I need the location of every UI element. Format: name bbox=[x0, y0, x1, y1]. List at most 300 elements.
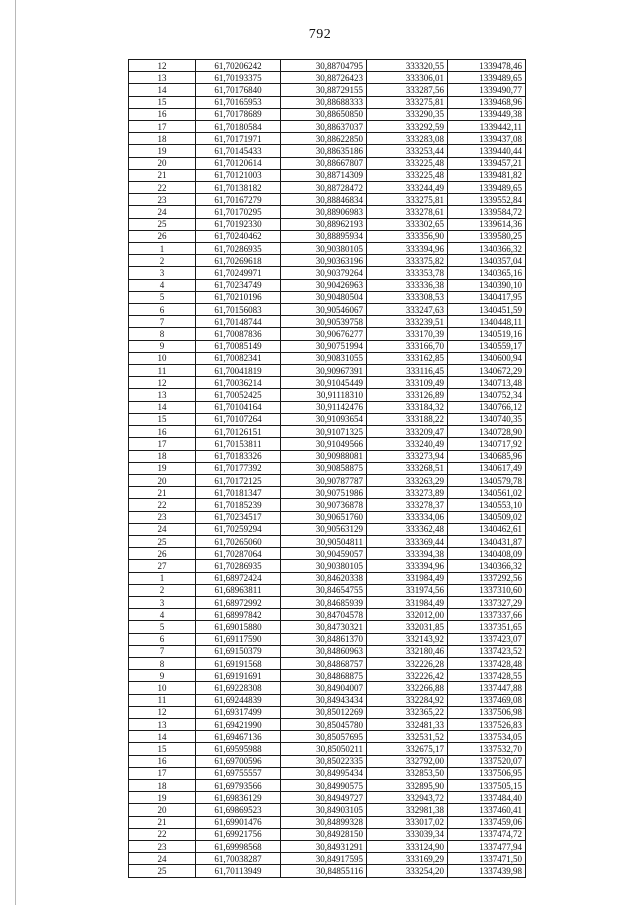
latitude-cell: 61,69150379 bbox=[196, 645, 281, 657]
point-number-cell: 22 bbox=[129, 499, 196, 511]
point-number-cell: 15 bbox=[129, 743, 196, 755]
y-coordinate-cell: 1340366,32 bbox=[448, 243, 526, 255]
table-row bbox=[129, 682, 526, 694]
point-number-cell: 4 bbox=[129, 279, 196, 291]
point-number-cell: 16 bbox=[129, 108, 196, 120]
table-row bbox=[129, 694, 526, 706]
longitude-cell: 30,88667807 bbox=[281, 157, 367, 169]
x-coordinate-cell: 332284,92 bbox=[367, 694, 448, 706]
point-number-cell: 13 bbox=[129, 718, 196, 730]
point-number-cell: 3 bbox=[129, 267, 196, 279]
y-coordinate-cell: 1340417,95 bbox=[448, 291, 526, 303]
x-coordinate-cell: 333334,06 bbox=[367, 511, 448, 523]
longitude-cell: 30,90736878 bbox=[281, 499, 367, 511]
longitude-cell: 30,88846834 bbox=[281, 194, 367, 206]
x-coordinate-cell: 333306,01 bbox=[367, 72, 448, 84]
point-number-cell: 11 bbox=[129, 694, 196, 706]
table-row bbox=[129, 182, 526, 194]
table-row bbox=[129, 511, 526, 523]
table-row bbox=[129, 133, 526, 145]
point-number-cell: 24 bbox=[129, 853, 196, 865]
y-coordinate-cell: 1340717,92 bbox=[448, 438, 526, 450]
point-number-cell: 1 bbox=[129, 572, 196, 584]
longitude-cell: 30,84949727 bbox=[281, 792, 367, 804]
table-row bbox=[129, 157, 526, 169]
x-coordinate-cell: 333278,37 bbox=[367, 499, 448, 511]
y-coordinate-cell: 1340685,96 bbox=[448, 450, 526, 462]
x-coordinate-cell: 331984,49 bbox=[367, 572, 448, 584]
longitude-cell: 30,84704578 bbox=[281, 609, 367, 621]
latitude-cell: 61,70126151 bbox=[196, 426, 281, 438]
point-number-cell: 8 bbox=[129, 328, 196, 340]
latitude-cell: 61,70052425 bbox=[196, 389, 281, 401]
coordinates-table-body bbox=[129, 60, 526, 878]
longitude-cell: 30,91118310 bbox=[281, 389, 367, 401]
latitude-cell: 61,70180584 bbox=[196, 121, 281, 133]
latitude-cell: 61,69015880 bbox=[196, 621, 281, 633]
point-number-cell: 16 bbox=[129, 755, 196, 767]
table-row bbox=[129, 279, 526, 291]
table-row bbox=[129, 779, 526, 791]
longitude-cell: 30,88704795 bbox=[281, 60, 367, 72]
table-row bbox=[129, 108, 526, 120]
latitude-cell: 61,70287064 bbox=[196, 548, 281, 560]
table-row bbox=[129, 401, 526, 413]
point-number-cell: 18 bbox=[129, 133, 196, 145]
x-coordinate-cell: 333287,56 bbox=[367, 84, 448, 96]
latitude-cell: 61,70176840 bbox=[196, 84, 281, 96]
longitude-cell: 30,90379264 bbox=[281, 267, 367, 279]
y-coordinate-cell: 1339440,44 bbox=[448, 145, 526, 157]
y-coordinate-cell: 1339468,96 bbox=[448, 96, 526, 108]
longitude-cell: 30,90751986 bbox=[281, 487, 367, 499]
longitude-cell: 30,84620338 bbox=[281, 572, 367, 584]
point-number-cell: 5 bbox=[129, 291, 196, 303]
table-row bbox=[129, 96, 526, 108]
latitude-cell: 61,70171971 bbox=[196, 133, 281, 145]
x-coordinate-cell: 333225,48 bbox=[367, 157, 448, 169]
point-number-cell: 26 bbox=[129, 548, 196, 560]
longitude-cell: 30,90967391 bbox=[281, 365, 367, 377]
latitude-cell: 61,70153811 bbox=[196, 438, 281, 450]
x-coordinate-cell: 333170,39 bbox=[367, 328, 448, 340]
longitude-cell: 30,84990575 bbox=[281, 779, 367, 791]
x-coordinate-cell: 333275,81 bbox=[367, 194, 448, 206]
point-number-cell: 22 bbox=[129, 828, 196, 840]
y-coordinate-cell: 1339481,82 bbox=[448, 169, 526, 181]
point-number-cell: 23 bbox=[129, 194, 196, 206]
x-coordinate-cell: 333394,96 bbox=[367, 560, 448, 572]
table-row bbox=[129, 792, 526, 804]
table-row bbox=[129, 462, 526, 474]
y-coordinate-cell: 1339580,25 bbox=[448, 230, 526, 242]
longitude-cell: 30,84917595 bbox=[281, 853, 367, 865]
latitude-cell: 61,69244839 bbox=[196, 694, 281, 706]
y-coordinate-cell: 1337506,98 bbox=[448, 706, 526, 718]
latitude-cell: 61,70172125 bbox=[196, 474, 281, 486]
x-coordinate-cell: 333116,45 bbox=[367, 365, 448, 377]
latitude-cell: 61,70269618 bbox=[196, 255, 281, 267]
y-coordinate-cell: 1340713,48 bbox=[448, 377, 526, 389]
x-coordinate-cell: 332792,00 bbox=[367, 755, 448, 767]
y-coordinate-cell: 1337351,65 bbox=[448, 621, 526, 633]
point-number-cell: 27 bbox=[129, 560, 196, 572]
x-coordinate-cell: 333273,89 bbox=[367, 487, 448, 499]
table-row bbox=[129, 450, 526, 462]
latitude-cell: 61,70138182 bbox=[196, 182, 281, 194]
x-coordinate-cell: 332143,92 bbox=[367, 633, 448, 645]
latitude-cell: 61,70265060 bbox=[196, 535, 281, 547]
x-coordinate-cell: 332531,52 bbox=[367, 731, 448, 743]
y-coordinate-cell: 1340728,90 bbox=[448, 426, 526, 438]
latitude-cell: 61,68963811 bbox=[196, 584, 281, 596]
point-number-cell: 19 bbox=[129, 792, 196, 804]
point-number-cell: 10 bbox=[129, 682, 196, 694]
longitude-cell: 30,84904007 bbox=[281, 682, 367, 694]
table-row bbox=[129, 767, 526, 779]
x-coordinate-cell: 333109,49 bbox=[367, 377, 448, 389]
y-coordinate-cell: 1340451,59 bbox=[448, 304, 526, 316]
latitude-cell: 61,68997842 bbox=[196, 609, 281, 621]
latitude-cell: 61,70038287 bbox=[196, 853, 281, 865]
x-coordinate-cell: 332943,72 bbox=[367, 792, 448, 804]
y-coordinate-cell: 1337506,95 bbox=[448, 767, 526, 779]
x-coordinate-cell: 333017,02 bbox=[367, 816, 448, 828]
longitude-cell: 30,88728472 bbox=[281, 182, 367, 194]
latitude-cell: 61,70121003 bbox=[196, 169, 281, 181]
longitude-cell: 30,91045449 bbox=[281, 377, 367, 389]
table-row bbox=[129, 657, 526, 669]
table-row bbox=[129, 487, 526, 499]
point-number-cell: 11 bbox=[129, 365, 196, 377]
longitude-cell: 30,85050211 bbox=[281, 743, 367, 755]
table-row bbox=[129, 865, 526, 877]
longitude-cell: 30,90831055 bbox=[281, 352, 367, 364]
latitude-cell: 61,70206242 bbox=[196, 60, 281, 72]
latitude-cell: 61,68972992 bbox=[196, 596, 281, 608]
x-coordinate-cell: 333184,32 bbox=[367, 401, 448, 413]
point-number-cell: 23 bbox=[129, 841, 196, 853]
latitude-cell: 61,69901476 bbox=[196, 816, 281, 828]
longitude-cell: 30,90676277 bbox=[281, 328, 367, 340]
y-coordinate-cell: 1340561,02 bbox=[448, 487, 526, 499]
longitude-cell: 30,88906983 bbox=[281, 206, 367, 218]
latitude-cell: 61,70170295 bbox=[196, 206, 281, 218]
x-coordinate-cell: 333302,65 bbox=[367, 218, 448, 230]
longitude-cell: 30,88635186 bbox=[281, 145, 367, 157]
table-row bbox=[129, 596, 526, 608]
y-coordinate-cell: 1337532,70 bbox=[448, 743, 526, 755]
table-row bbox=[129, 438, 526, 450]
table-row bbox=[129, 584, 526, 596]
x-coordinate-cell: 333353,78 bbox=[367, 267, 448, 279]
point-number-cell: 2 bbox=[129, 255, 196, 267]
latitude-cell: 61,68972424 bbox=[196, 572, 281, 584]
table-row bbox=[129, 60, 526, 72]
latitude-cell: 61,69700596 bbox=[196, 755, 281, 767]
y-coordinate-cell: 1337447,88 bbox=[448, 682, 526, 694]
point-number-cell: 13 bbox=[129, 72, 196, 84]
y-coordinate-cell: 1339490,77 bbox=[448, 84, 526, 96]
longitude-cell: 30,90539758 bbox=[281, 316, 367, 328]
x-coordinate-cell: 333356,90 bbox=[367, 230, 448, 242]
table-row bbox=[129, 243, 526, 255]
y-coordinate-cell: 1340431,87 bbox=[448, 535, 526, 547]
x-coordinate-cell: 332895,90 bbox=[367, 779, 448, 791]
longitude-cell: 30,84995434 bbox=[281, 767, 367, 779]
latitude-cell: 61,69191691 bbox=[196, 670, 281, 682]
table-row bbox=[129, 816, 526, 828]
point-number-cell: 15 bbox=[129, 413, 196, 425]
y-coordinate-cell: 1340448,11 bbox=[448, 316, 526, 328]
y-coordinate-cell: 1337428,55 bbox=[448, 670, 526, 682]
latitude-cell: 61,69117590 bbox=[196, 633, 281, 645]
table-row bbox=[129, 474, 526, 486]
point-number-cell: 9 bbox=[129, 670, 196, 682]
latitude-cell: 61,69755557 bbox=[196, 767, 281, 779]
longitude-cell: 30,90380105 bbox=[281, 243, 367, 255]
x-coordinate-cell: 333162,85 bbox=[367, 352, 448, 364]
x-coordinate-cell: 333320,55 bbox=[367, 60, 448, 72]
y-coordinate-cell: 1337469,08 bbox=[448, 694, 526, 706]
y-coordinate-cell: 1340390,10 bbox=[448, 279, 526, 291]
latitude-cell: 61,70177392 bbox=[196, 462, 281, 474]
latitude-cell: 61,70165953 bbox=[196, 96, 281, 108]
latitude-cell: 61,69467136 bbox=[196, 731, 281, 743]
longitude-cell: 30,88895934 bbox=[281, 230, 367, 242]
y-coordinate-cell: 1337474,72 bbox=[448, 828, 526, 840]
point-number-cell: 17 bbox=[129, 438, 196, 450]
latitude-cell: 61,70082341 bbox=[196, 352, 281, 364]
x-coordinate-cell: 333336,38 bbox=[367, 279, 448, 291]
point-number-cell: 7 bbox=[129, 316, 196, 328]
latitude-cell: 61,70104164 bbox=[196, 401, 281, 413]
table-row bbox=[129, 853, 526, 865]
y-coordinate-cell: 1340579,78 bbox=[448, 474, 526, 486]
y-coordinate-cell: 1337337,66 bbox=[448, 609, 526, 621]
point-number-cell: 19 bbox=[129, 462, 196, 474]
x-coordinate-cell: 333253,44 bbox=[367, 145, 448, 157]
y-coordinate-cell: 1340519,16 bbox=[448, 328, 526, 340]
latitude-cell: 61,70085149 bbox=[196, 340, 281, 352]
longitude-cell: 30,84855116 bbox=[281, 865, 367, 877]
longitude-cell: 30,84928150 bbox=[281, 828, 367, 840]
table-row bbox=[129, 828, 526, 840]
latitude-cell: 61,70107264 bbox=[196, 413, 281, 425]
longitude-cell: 30,85022335 bbox=[281, 755, 367, 767]
longitude-cell: 30,88688333 bbox=[281, 96, 367, 108]
longitude-cell: 30,84868757 bbox=[281, 657, 367, 669]
point-number-cell: 21 bbox=[129, 816, 196, 828]
x-coordinate-cell: 332226,42 bbox=[367, 670, 448, 682]
table-row bbox=[129, 413, 526, 425]
latitude-cell: 61,70113949 bbox=[196, 865, 281, 877]
longitude-cell: 30,90380105 bbox=[281, 560, 367, 572]
table-row bbox=[129, 572, 526, 584]
x-coordinate-cell: 333308,53 bbox=[367, 291, 448, 303]
table-row bbox=[129, 328, 526, 340]
y-coordinate-cell: 1339437,08 bbox=[448, 133, 526, 145]
x-coordinate-cell: 333247,63 bbox=[367, 304, 448, 316]
longitude-cell: 30,90546067 bbox=[281, 304, 367, 316]
longitude-cell: 30,84931291 bbox=[281, 841, 367, 853]
point-number-cell: 4 bbox=[129, 609, 196, 621]
point-number-cell: 15 bbox=[129, 96, 196, 108]
y-coordinate-cell: 1339552,84 bbox=[448, 194, 526, 206]
longitude-cell: 30,88962193 bbox=[281, 218, 367, 230]
point-number-cell: 16 bbox=[129, 426, 196, 438]
x-coordinate-cell: 333239,51 bbox=[367, 316, 448, 328]
x-coordinate-cell: 333244,49 bbox=[367, 182, 448, 194]
latitude-cell: 61,70259294 bbox=[196, 523, 281, 535]
page-number: 792 bbox=[308, 27, 332, 42]
point-number-cell: 26 bbox=[129, 230, 196, 242]
y-coordinate-cell: 1337520,07 bbox=[448, 755, 526, 767]
point-number-cell: 6 bbox=[129, 633, 196, 645]
point-number-cell: 25 bbox=[129, 535, 196, 547]
point-number-cell: 3 bbox=[129, 596, 196, 608]
table-row bbox=[129, 804, 526, 816]
longitude-cell: 30,91071325 bbox=[281, 426, 367, 438]
latitude-cell: 61,70234517 bbox=[196, 511, 281, 523]
point-number-cell: 17 bbox=[129, 767, 196, 779]
x-coordinate-cell: 333240,49 bbox=[367, 438, 448, 450]
x-coordinate-cell: 332266,88 bbox=[367, 682, 448, 694]
point-number-cell: 6 bbox=[129, 304, 196, 316]
x-coordinate-cell: 333292,59 bbox=[367, 121, 448, 133]
point-number-cell: 21 bbox=[129, 169, 196, 181]
x-coordinate-cell: 333263,29 bbox=[367, 474, 448, 486]
x-coordinate-cell: 331974,56 bbox=[367, 584, 448, 596]
point-number-cell: 1 bbox=[129, 243, 196, 255]
table-row bbox=[129, 706, 526, 718]
latitude-cell: 61,69191568 bbox=[196, 657, 281, 669]
latitude-cell: 61,70178689 bbox=[196, 108, 281, 120]
table-row bbox=[129, 72, 526, 84]
table-row bbox=[129, 352, 526, 364]
y-coordinate-cell: 1339614,36 bbox=[448, 218, 526, 230]
y-coordinate-cell: 1337459,06 bbox=[448, 816, 526, 828]
longitude-cell: 30,90426963 bbox=[281, 279, 367, 291]
point-number-cell: 20 bbox=[129, 474, 196, 486]
longitude-cell: 30,91142476 bbox=[281, 401, 367, 413]
y-coordinate-cell: 1339489,65 bbox=[448, 72, 526, 84]
y-coordinate-cell: 1340600,94 bbox=[448, 352, 526, 364]
y-coordinate-cell: 1339489,65 bbox=[448, 182, 526, 194]
latitude-cell: 61,70087836 bbox=[196, 328, 281, 340]
table-row bbox=[129, 523, 526, 535]
y-coordinate-cell: 1337292,56 bbox=[448, 572, 526, 584]
table-row bbox=[129, 267, 526, 279]
latitude-cell: 61,70185239 bbox=[196, 499, 281, 511]
latitude-cell: 61,69921756 bbox=[196, 828, 281, 840]
latitude-cell: 61,70167279 bbox=[196, 194, 281, 206]
x-coordinate-cell: 333394,38 bbox=[367, 548, 448, 560]
x-coordinate-cell: 332481,33 bbox=[367, 718, 448, 730]
x-coordinate-cell: 333225,48 bbox=[367, 169, 448, 181]
page-margin-line bbox=[15, 0, 16, 905]
table-row bbox=[129, 365, 526, 377]
latitude-cell: 61,70193375 bbox=[196, 72, 281, 84]
latitude-cell: 61,70145433 bbox=[196, 145, 281, 157]
x-coordinate-cell: 333275,81 bbox=[367, 96, 448, 108]
latitude-cell: 61,70286935 bbox=[196, 560, 281, 572]
longitude-cell: 30,90480504 bbox=[281, 291, 367, 303]
point-number-cell: 12 bbox=[129, 377, 196, 389]
point-number-cell: 25 bbox=[129, 218, 196, 230]
y-coordinate-cell: 1337484,40 bbox=[448, 792, 526, 804]
y-coordinate-cell: 1337505,15 bbox=[448, 779, 526, 791]
point-number-cell: 7 bbox=[129, 645, 196, 657]
y-coordinate-cell: 1337310,60 bbox=[448, 584, 526, 596]
y-coordinate-cell: 1337423,07 bbox=[448, 633, 526, 645]
table-row bbox=[129, 755, 526, 767]
x-coordinate-cell: 333268,51 bbox=[367, 462, 448, 474]
latitude-cell: 61,70148744 bbox=[196, 316, 281, 328]
latitude-cell: 61,69595988 bbox=[196, 743, 281, 755]
x-coordinate-cell: 332365,22 bbox=[367, 706, 448, 718]
point-number-cell: 24 bbox=[129, 523, 196, 535]
point-number-cell: 8 bbox=[129, 657, 196, 669]
latitude-cell: 61,70156083 bbox=[196, 304, 281, 316]
point-number-cell: 14 bbox=[129, 731, 196, 743]
latitude-cell: 61,69317499 bbox=[196, 706, 281, 718]
latitude-cell: 61,70286935 bbox=[196, 243, 281, 255]
x-coordinate-cell: 333124,90 bbox=[367, 841, 448, 853]
y-coordinate-cell: 1340357,04 bbox=[448, 255, 526, 267]
x-coordinate-cell: 331984,49 bbox=[367, 596, 448, 608]
table-row bbox=[129, 169, 526, 181]
x-coordinate-cell: 333039,34 bbox=[367, 828, 448, 840]
x-coordinate-cell: 332180,46 bbox=[367, 645, 448, 657]
x-coordinate-cell: 333166,70 bbox=[367, 340, 448, 352]
latitude-cell: 61,69836129 bbox=[196, 792, 281, 804]
x-coordinate-cell: 333375,82 bbox=[367, 255, 448, 267]
y-coordinate-cell: 1339584,72 bbox=[448, 206, 526, 218]
point-number-cell: 12 bbox=[129, 706, 196, 718]
table-row bbox=[129, 121, 526, 133]
y-coordinate-cell: 1340740,35 bbox=[448, 413, 526, 425]
point-number-cell: 18 bbox=[129, 450, 196, 462]
y-coordinate-cell: 1337439,98 bbox=[448, 865, 526, 877]
longitude-cell: 30,90858875 bbox=[281, 462, 367, 474]
longitude-cell: 30,91093654 bbox=[281, 413, 367, 425]
table-row bbox=[129, 194, 526, 206]
y-coordinate-cell: 1339478,46 bbox=[448, 60, 526, 72]
longitude-cell: 30,88650850 bbox=[281, 108, 367, 120]
table-row bbox=[129, 304, 526, 316]
y-coordinate-cell: 1337460,41 bbox=[448, 804, 526, 816]
longitude-cell: 30,90988081 bbox=[281, 450, 367, 462]
table-row bbox=[129, 535, 526, 547]
y-coordinate-cell: 1340553,10 bbox=[448, 499, 526, 511]
y-coordinate-cell: 1337477,94 bbox=[448, 841, 526, 853]
latitude-cell: 61,70240462 bbox=[196, 230, 281, 242]
table-row bbox=[129, 499, 526, 511]
y-coordinate-cell: 1340752,34 bbox=[448, 389, 526, 401]
latitude-cell: 61,70181347 bbox=[196, 487, 281, 499]
point-number-cell: 14 bbox=[129, 84, 196, 96]
latitude-cell: 61,70120614 bbox=[196, 157, 281, 169]
x-coordinate-cell: 333188,22 bbox=[367, 413, 448, 425]
point-number-cell: 19 bbox=[129, 145, 196, 157]
x-coordinate-cell: 332853,50 bbox=[367, 767, 448, 779]
longitude-cell: 30,84685939 bbox=[281, 596, 367, 608]
longitude-cell: 30,88726423 bbox=[281, 72, 367, 84]
y-coordinate-cell: 1340672,29 bbox=[448, 365, 526, 377]
table-row bbox=[129, 377, 526, 389]
longitude-cell: 30,84730321 bbox=[281, 621, 367, 633]
